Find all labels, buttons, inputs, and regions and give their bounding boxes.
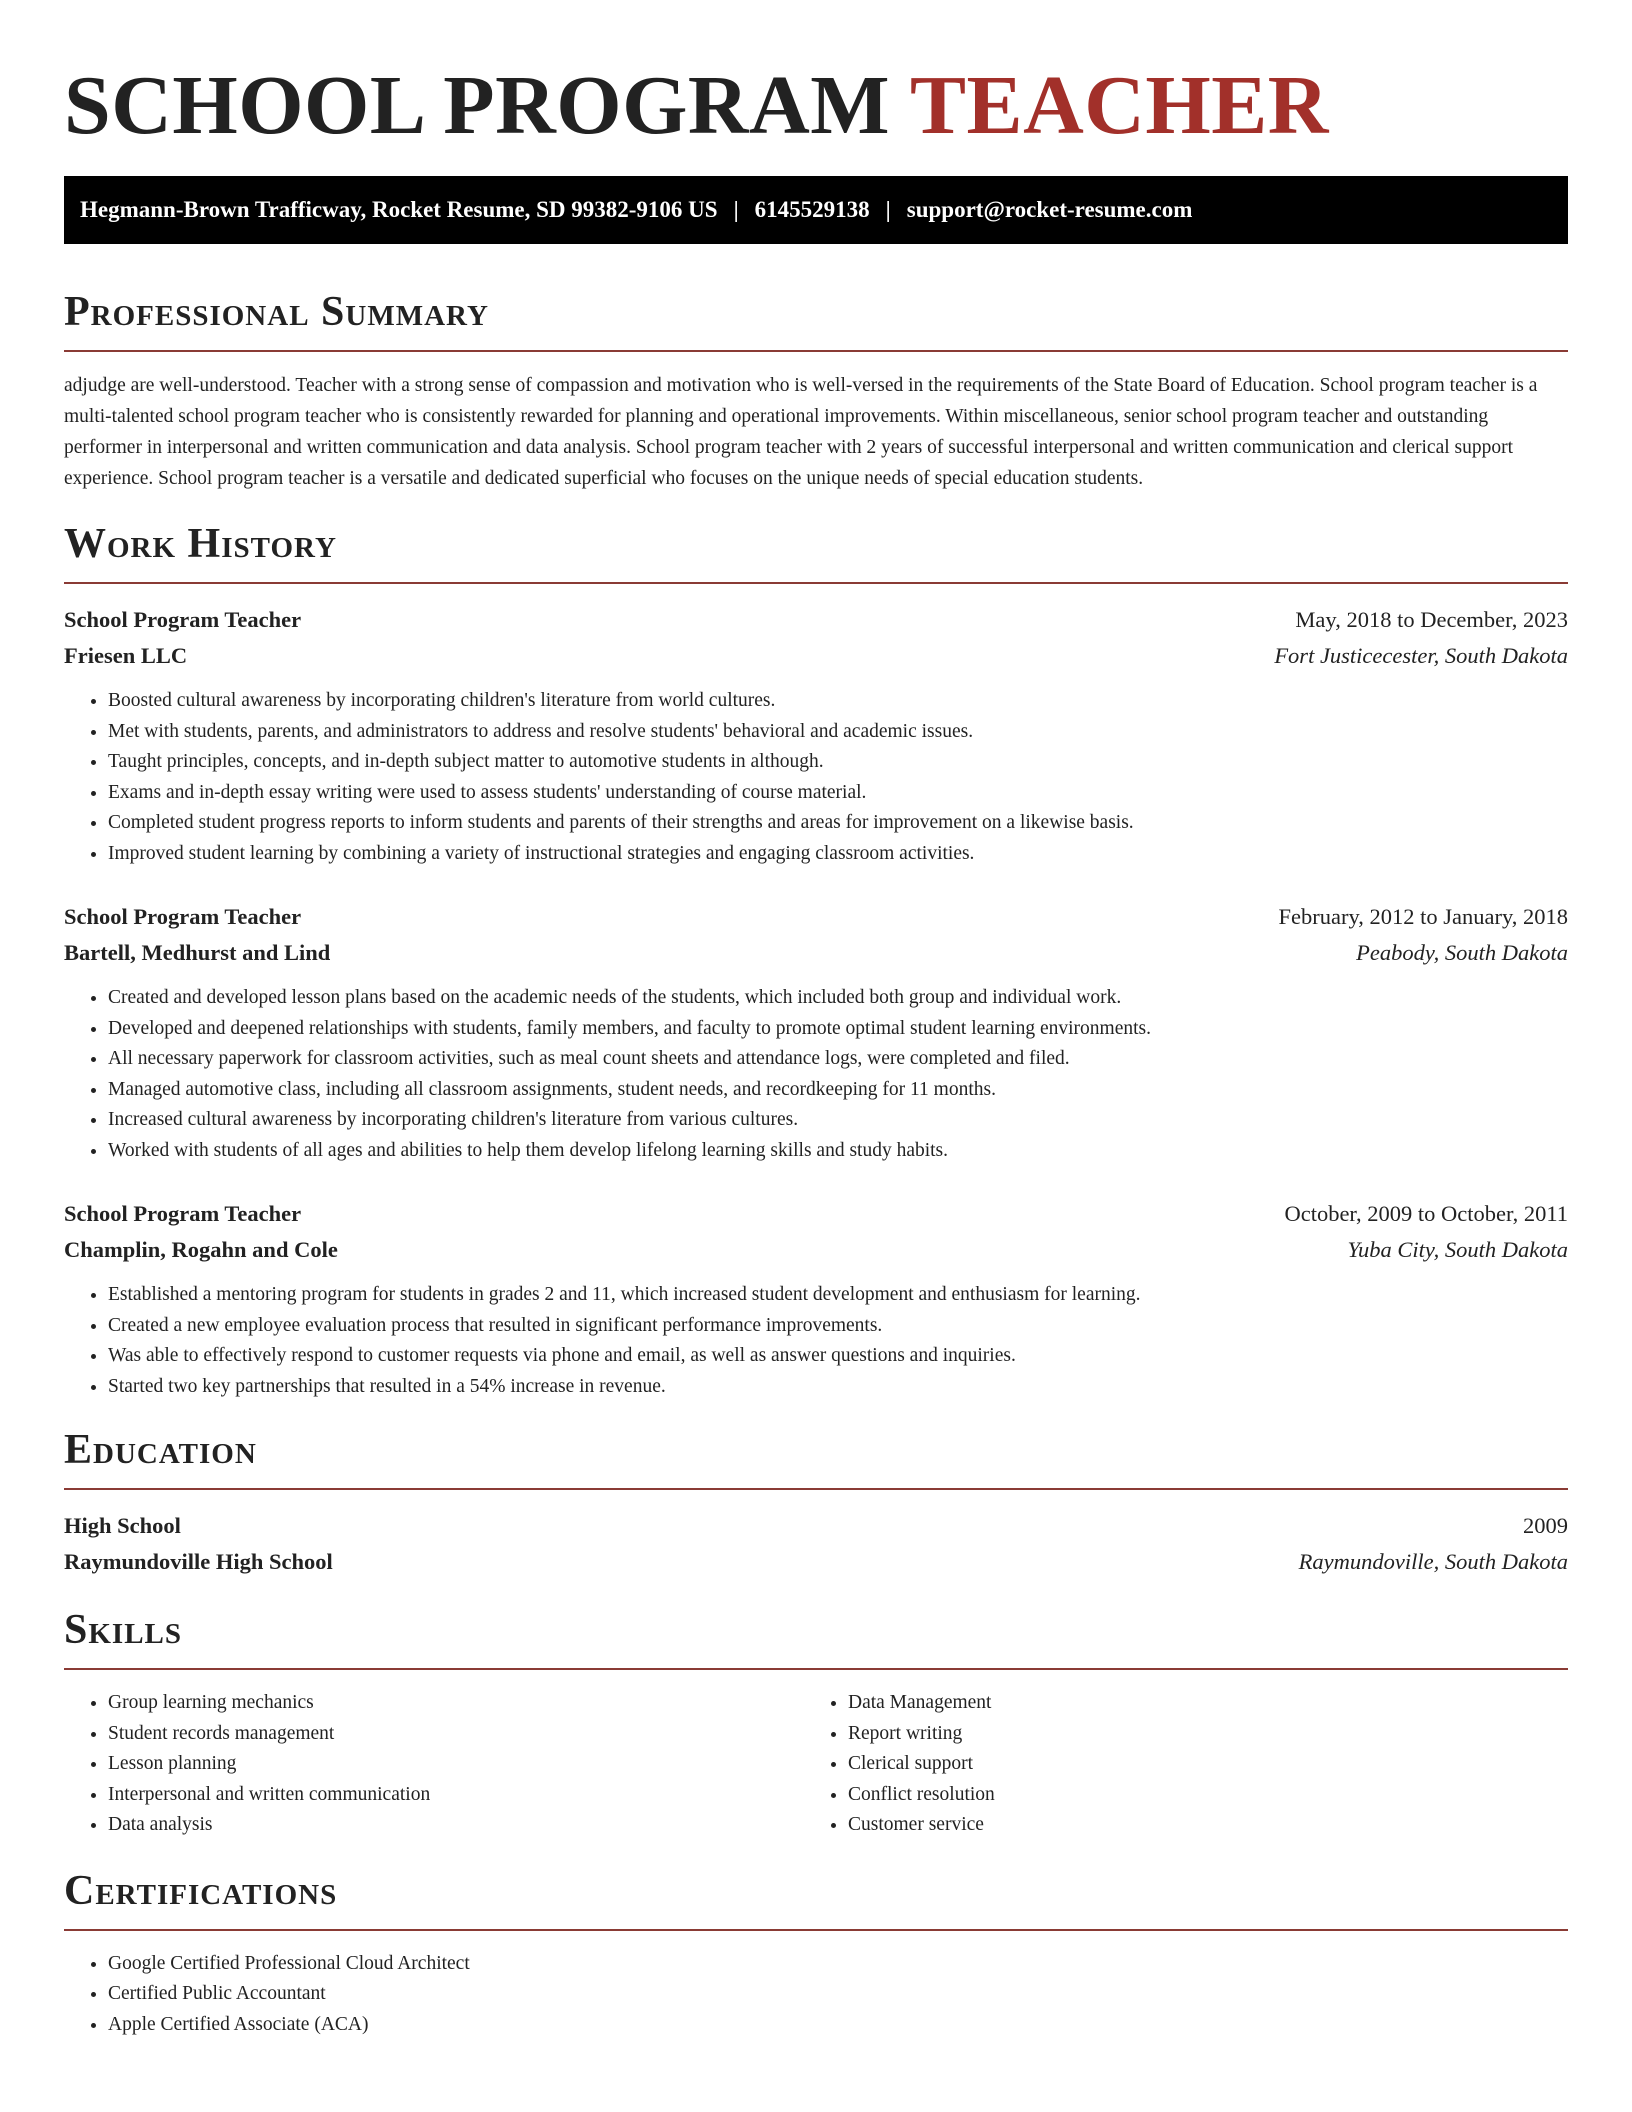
job-bullet: • Taught principles, concepts, and in-depth subject matter to automotive students in although. bbox=[108, 747, 1568, 778]
skill-item: • Student records management bbox=[108, 1719, 804, 1750]
job-bullet: • Started two key partnerships that resulted in a 54% increase in revenue. bbox=[108, 1372, 1568, 1403]
job-entry bbox=[64, 602, 1568, 869]
job-bullet: • Developed and deepened relationships with students, family members, and faculty to promote optimal student learning environments. bbox=[108, 1014, 1568, 1045]
contact-address: Hegmann-Brown Trafficway, Rocket Resume, SD 99382-9106 US bbox=[80, 197, 718, 222]
skills-grid bbox=[64, 1688, 1568, 1841]
contact-phone: 6145529138 bbox=[754, 197, 870, 222]
skill-item: • Group learning mechanics bbox=[108, 1688, 804, 1719]
job-entry bbox=[64, 899, 1568, 1166]
certification-item: • Certified Public Accountant bbox=[108, 1979, 1568, 2010]
education-entry bbox=[64, 1508, 1568, 1580]
job-company: Champlin, Rogahn and Cole bbox=[64, 1237, 338, 1262]
skill-item: • Lesson planning bbox=[108, 1749, 804, 1780]
job-bullet: • Increased cultural awareness by incorporating children's literature from various cultures. bbox=[108, 1105, 1568, 1136]
job-bullet: • Created and developed lesson plans based on the academic needs of the students, which included both group and individual work. bbox=[108, 983, 1568, 1014]
section-title-education: Education bbox=[64, 1426, 1568, 1490]
skill-item: • Conflict resolution bbox=[848, 1780, 1544, 1811]
job-bullet: • Established a mentoring program for students in grades 2 and 11, which increased student development and enthusiasm for learning. bbox=[108, 1280, 1568, 1311]
contact-separator: | bbox=[733, 197, 739, 222]
job-location: Peabody, South Dakota bbox=[1356, 940, 1568, 965]
summary-text: adjudge are well-understood. Teacher with a strong sense of compassion and motivation who is well-versed in the requirements of the State Board of Education. School program teacher is a multi-talented school program teacher who is consistently rewarded for planning and operational improvements. Within miscellaneous, senior school program teacher and outstanding performer in interpersonal and written communication and data analysis. School program teacher with 2 years of successful interpersonal and written communication and clerical support experience. School program teacher is a versatile and dedicated superficial who focuses on the unique needs of special education students. bbox=[64, 375, 1538, 489]
contact-bar bbox=[64, 176, 1568, 244]
education-degree: High School bbox=[64, 1513, 181, 1538]
job-company: Friesen LLC bbox=[64, 643, 188, 668]
job-title: School Program Teacher bbox=[64, 1201, 302, 1226]
job-entry bbox=[64, 1196, 1568, 1402]
name-accent: TEACHER bbox=[910, 59, 1329, 152]
job-title: School Program Teacher bbox=[64, 607, 302, 632]
job-company: Bartell, Medhurst and Lind bbox=[64, 940, 331, 965]
job-dates: February, 2012 to January, 2018 bbox=[1278, 904, 1568, 929]
skill-item: • Interpersonal and written communication bbox=[108, 1780, 804, 1811]
certification-item: • Apple Certified Associate (ACA) bbox=[108, 2010, 1568, 2041]
skill-item: • Data analysis bbox=[108, 1810, 804, 1841]
name-main: SCHOOL PROGRAM bbox=[64, 59, 891, 152]
skills-list-right bbox=[804, 1688, 1544, 1841]
job-bullet: • Completed student progress reports to inform students and parents of their strengths and areas for improvement on a likewise basis. bbox=[108, 808, 1568, 839]
education-year: 2009 bbox=[1523, 1513, 1568, 1538]
job-bullet: • Improved student learning by combining a variety of instructional strategies and engaging classroom activities. bbox=[108, 839, 1568, 870]
job-title: School Program Teacher bbox=[64, 904, 302, 929]
resume-name bbox=[64, 56, 1568, 156]
contact-separator: | bbox=[885, 197, 891, 222]
section-title-work-history: Work History bbox=[64, 520, 1568, 584]
job-bullet: • All necessary paperwork for classroom activities, such as meal count sheets and attendance logs, were completed and filed. bbox=[108, 1044, 1568, 1075]
job-bullet: • Worked with students of all ages and abilities to help them develop lifelong learning skills and study habits. bbox=[108, 1136, 1568, 1167]
skill-item: • Report writing bbox=[848, 1719, 1544, 1750]
job-bullet: • Was able to effectively respond to customer requests via phone and email, as well as answer questions and inquiries. bbox=[108, 1341, 1568, 1372]
section-title-skills: Skills bbox=[64, 1606, 1568, 1670]
contact-email: support@rocket-resume.com bbox=[906, 197, 1193, 222]
job-dates: October, 2009 to October, 2011 bbox=[1284, 1201, 1568, 1226]
certification-item: • Google Certified Professional Cloud Architect bbox=[108, 1949, 1568, 1980]
job-bullets bbox=[64, 686, 1568, 869]
job-bullets bbox=[64, 983, 1568, 1166]
job-bullet: • Created a new employee evaluation process that resulted in significant performance improvements. bbox=[108, 1311, 1568, 1342]
job-location: Fort Justicecester, South Dakota bbox=[1274, 643, 1568, 668]
section-title-summary: Professional Summary bbox=[64, 288, 1568, 352]
job-bullet: • Exams and in-depth essay writing were used to assess students' understanding of course material. bbox=[108, 778, 1568, 809]
skill-item: • Clerical support bbox=[848, 1749, 1544, 1780]
education-location: Raymundoville, South Dakota bbox=[1298, 1549, 1568, 1574]
skills-list-left bbox=[64, 1688, 804, 1841]
job-location: Yuba City, South Dakota bbox=[1347, 1237, 1568, 1262]
job-bullet: • Boosted cultural awareness by incorporating children's literature from world cultures. bbox=[108, 686, 1568, 717]
job-bullet: • Met with students, parents, and administrators to address and resolve students' behavioral and academic issues. bbox=[108, 717, 1568, 748]
job-bullets bbox=[64, 1280, 1568, 1402]
job-bullet: • Managed automotive class, including all classroom assignments, student needs, and recordkeeping for 11 months. bbox=[108, 1075, 1568, 1106]
section-title-certifications: Certifications bbox=[64, 1867, 1568, 1931]
certifications-list bbox=[64, 1949, 1568, 2041]
education-school: Raymundoville High School bbox=[64, 1549, 333, 1574]
skill-item: • Data Management bbox=[848, 1688, 1544, 1719]
job-dates: May, 2018 to December, 2023 bbox=[1295, 607, 1568, 632]
skill-item: • Customer service bbox=[848, 1810, 1544, 1841]
